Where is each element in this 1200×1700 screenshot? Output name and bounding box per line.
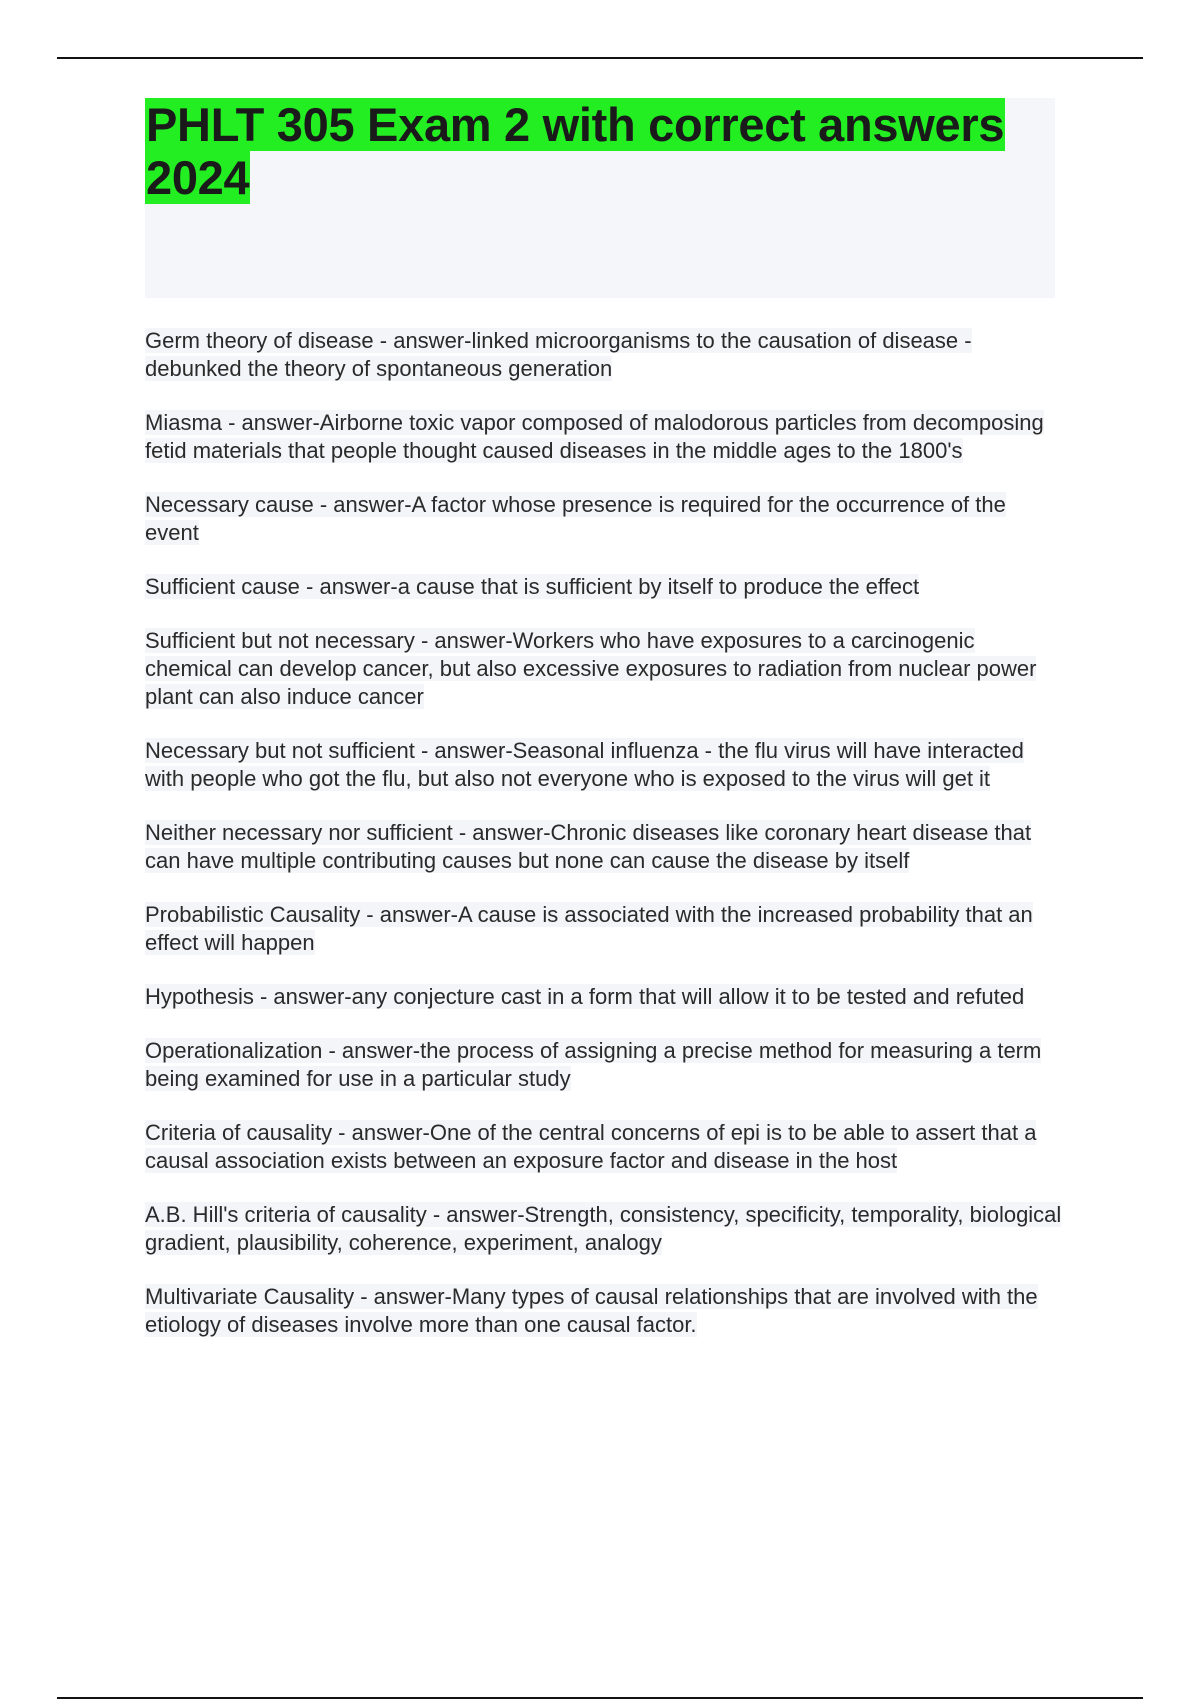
answer-entry-text: Probabilistic Causality - answer-A cause is associated with the increased probability that an effect will happen	[145, 902, 1033, 955]
answer-entry-text: Necessary but not sufficient - answer-Seasonal influenza - the flu virus will have interacted with people who got the flu, but also not everyone who is exposed to the virus will get it	[145, 738, 1024, 791]
answer-entry-neither-necessary-nor-sufficient	[145, 819, 1065, 875]
answer-entry-necessary-cause	[145, 491, 1065, 547]
answer-entry-text: Necessary cause - answer-A factor whose presence is required for the occurrence of the event	[145, 492, 1006, 545]
answer-list	[145, 327, 1065, 1365]
answer-entry-operationalization	[145, 1037, 1065, 1093]
answer-entry-text: A.B. Hill's criteria of causality - answer-Strength, consistency, specificity, temporality, biological gradient, plausibility, coherence, experiment, analogy	[145, 1202, 1062, 1255]
answer-entry-text: Germ theory of disease - answer-linked microorganisms to the causation of disease - debunked the theory of spontaneous generation	[145, 328, 972, 381]
answer-entry-text: Sufficient cause - answer-a cause that is sufficient by itself to produce the effect	[145, 574, 920, 599]
answer-entry-hypothesis	[145, 983, 1065, 1011]
answer-entry-text: Neither necessary nor sufficient - answer-Chronic diseases like coronary heart disease that can have multiple contributing causes but none can cause the disease by itself	[145, 820, 1032, 873]
answer-entry-multivariate-causality	[145, 1283, 1065, 1339]
answer-entry-germ-theory	[145, 327, 1065, 383]
answer-entry-text: Operationalization - answer-the process of assigning a precise method for measuring a term being examined for use in a particular study	[145, 1038, 1042, 1091]
answer-entry-hill-criteria	[145, 1201, 1065, 1257]
answer-entry-text: Criteria of causality - answer-One of the central concerns of epi is to be able to assert that a causal association exists between an exposure factor and disease in the host	[145, 1120, 1037, 1173]
answer-entry-sufficient-cause	[145, 573, 1065, 601]
answer-entry-text: Miasma - answer-Airborne toxic vapor composed of malodorous particles from decomposing fetid materials that people thought caused diseases in the middle ages to the 1800's	[145, 410, 1044, 463]
title-block	[145, 98, 1055, 298]
document-title	[145, 98, 1055, 204]
answer-entry-criteria-of-causality	[145, 1119, 1065, 1175]
document-title-text: PHLT 305 Exam 2 with correct answers 2024	[146, 98, 1005, 204]
answer-entry-necessary-not-sufficient	[145, 737, 1065, 793]
answer-entry-text: Hypothesis - answer-any conjecture cast in a form that will allow it to be tested and refuted	[145, 984, 1025, 1009]
answer-entry-text: Multivariate Causality - answer-Many types of causal relationships that are involved with the etiology of diseases involve more than one causal factor.	[145, 1284, 1038, 1337]
answer-entry-miasma	[145, 409, 1065, 465]
answer-entry-text: Sufficient but not necessary - answer-Workers who have exposures to a carcinogenic chemical can develop cancer, but also excessive exposures to radiation from nuclear power plant can also induce cancer	[145, 628, 1037, 709]
answer-entry-probabilistic-causality	[145, 901, 1065, 957]
footer-rule	[57, 1697, 1143, 1699]
header-rule	[57, 57, 1143, 59]
answer-entry-sufficient-not-necessary	[145, 627, 1065, 711]
